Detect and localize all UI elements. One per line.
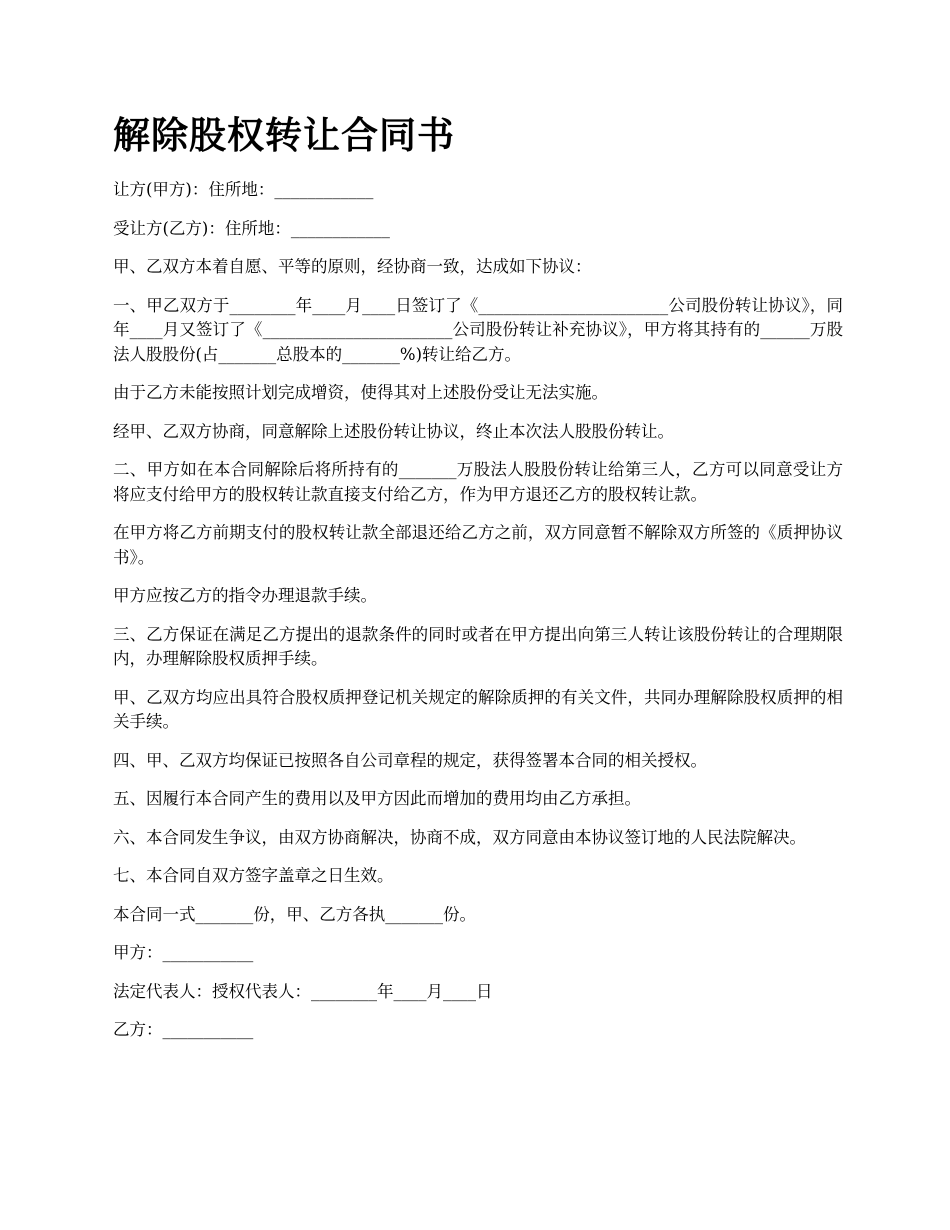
clause-3-documents: 甲、乙双方均应出具符合股权质押登记机关规定的解除质押的有关文件，共同办理解除股权质押的相关手续。 bbox=[113, 687, 843, 731]
clause-1-reason: 由于乙方未能按照计划完成增资，使得其对上述股份受让无法实施。 bbox=[113, 383, 608, 402]
clause-2-pledge: 在甲方将乙方前期支付的股权转让款全部退还给乙方之前，双方同意暂不解除双方所签的《质押协议书》。 bbox=[113, 523, 843, 567]
document-page bbox=[113, 108, 843, 1057]
clause-6: 六、本合同发生争议，由双方协商解决，协商不成，双方同意由本协议签订地的人民法院解决。 bbox=[113, 827, 806, 847]
clause-2: 二、甲方如在本合同解除后将所持有的_______万股法人股股份转让给第三人，乙方可以同意受让方将应支付给甲方的股权转让款直接支付给乙方，作为甲方退还乙方的股权转让款。 bbox=[113, 460, 843, 504]
clause-2-refund: 甲方应按乙方的指令办理退款手续。 bbox=[113, 586, 377, 605]
document-title: 解除股权转让合同书 bbox=[113, 114, 455, 157]
representative-date-line: 法定代表人：授权代表人：________年____月____日 bbox=[113, 981, 493, 1001]
party-b-signature: 乙方：___________ bbox=[113, 1020, 254, 1039]
party-a-signature: 甲方：___________ bbox=[113, 943, 254, 962]
clause-7: 七、本合同自双方签字盖章之日生效。 bbox=[113, 866, 394, 885]
party-a-line: 让方(甲方)：住所地：____________ bbox=[113, 180, 374, 199]
party-b-line: 受让方(乙方)：住所地：____________ bbox=[113, 218, 390, 238]
clause-5: 五、因履行本合同产生的费用以及甲方因此而增加的费用均由乙方承担。 bbox=[113, 789, 641, 808]
clause-1-agreement: 经甲、乙双方协商，同意解除上述股份转让协议，终止本次法人股股份转让。 bbox=[113, 421, 674, 441]
clause-1: 一、甲乙双方于________年____月____日签订了《_______________________公司股份转让协议》，同年____月又签订了《_______________________公司股份转让补充协议》，甲方将其持有的______万股法人股股份(占_______总股本的_______%)转让给乙方。 bbox=[113, 295, 843, 364]
clause-3: 三、乙方保证在满足乙方提出的退款条件的同时或者在甲方提出向第三人转让该股份转让的合理期限内，办理解除股权质押手续。 bbox=[113, 624, 843, 668]
clause-4: 四、甲、乙双方均保证已按照各自公司章程的规定，获得签署本合同的相关授权。 bbox=[113, 750, 707, 770]
preamble: 甲、乙双方本着自愿、平等的原则，经协商一致，达成如下协议： bbox=[113, 257, 592, 276]
copies-line: 本合同一式_______份，甲、乙方各执_______份。 bbox=[113, 904, 476, 924]
